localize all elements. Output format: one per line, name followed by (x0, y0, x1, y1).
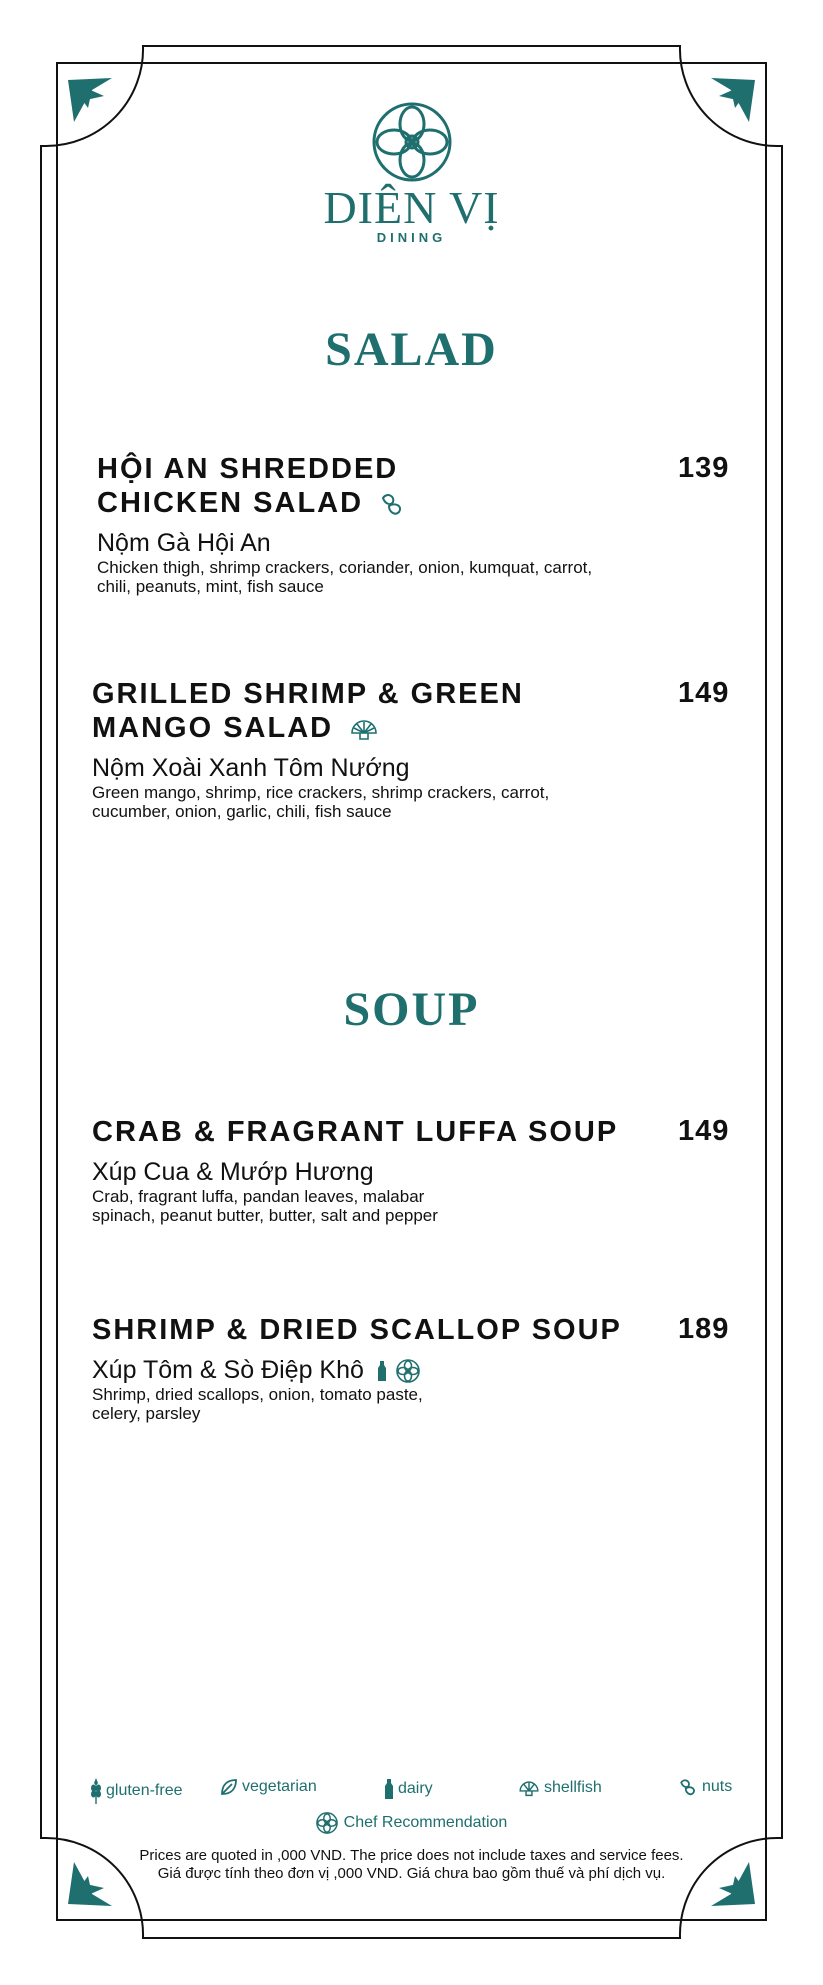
section-title-salad: SALAD (325, 323, 498, 376)
chef-recommendation-icon (396, 1359, 420, 1383)
item-name: CRAB & FRAGRANT LUFFA SOUP (92, 1116, 619, 1148)
legend-shellfish: shellfish (518, 1778, 602, 1798)
item-price: 189 (678, 1313, 730, 1345)
bottle-icon (384, 1778, 394, 1800)
shell-icon (518, 1778, 540, 1798)
legend-gluten-free: gluten-free (90, 1778, 183, 1804)
item-name: SHRIMP & DRIED SCALLOP SOUP (92, 1314, 622, 1346)
nuts-icon (379, 492, 405, 516)
menu-item (92, 1115, 732, 1225)
wheat-icon (90, 1778, 102, 1804)
menu-item (92, 1313, 732, 1423)
legend-nuts: nuts (678, 1778, 732, 1796)
legend-vegetarian: vegetarian (220, 1778, 317, 1796)
item-description: Crab, fragrant luffa, pandan leaves, malabar spinach, peanut butter, butter, salt and pepper (92, 1187, 438, 1225)
item-vietnamese-name: Nộm Gà Hội An (97, 529, 271, 557)
item-vietnamese-name: Xúp Cua & Mướp Hương (92, 1158, 374, 1186)
brand-logo (0, 100, 823, 245)
lotus-logo-icon (370, 100, 454, 184)
legend-chef-recommendation: Chef Recommendation (0, 1812, 823, 1834)
item-description: Green mango, shrimp, rice crackers, shrimp crackers, carrot, cucumber, onion, garlic, chili, fish sauce (92, 783, 550, 821)
item-price: 149 (678, 677, 730, 709)
item-vietnamese-name: Xúp Tôm & Sò Điệp Khô (92, 1355, 732, 1385)
shellfish-icon (349, 717, 379, 741)
price-note-english: Prices are quoted in ,000 VND. The price does not include taxes and service fees. (139, 1847, 684, 1864)
dairy-icon (377, 1360, 387, 1382)
section-title-soup: SOUP (343, 983, 480, 1036)
chef-recommendation-icon (316, 1812, 338, 1834)
item-name: GRILLED SHRIMP & GREEN MANGO SALAD (92, 678, 524, 744)
item-name: HỘI AN SHREDDED CHICKEN SALAD (97, 452, 737, 520)
item-price: 149 (678, 1115, 730, 1147)
item-price: 139 (678, 452, 730, 484)
brand-name: DIÊN VỊ (323, 182, 500, 233)
item-description: Shrimp, dried scallops, onion, tomato paste, celery, parsley (92, 1385, 423, 1423)
legend-dairy: dairy (384, 1778, 433, 1800)
peanut-icon (678, 1778, 698, 1796)
item-description: Chicken thigh, shrimp crackers, coriander, onion, kumquat, carrot, chili, peanuts, mint, fish sauce (97, 558, 593, 596)
menu-item (92, 677, 732, 821)
brand-subtitle: DINING (376, 230, 447, 245)
price-note-vietnamese: Giá được tính theo đơn vị ,000 VND. Giá chưa bao gồm thuế và phí dịch vụ. (157, 1865, 666, 1882)
menu-item (97, 452, 737, 596)
item-vietnamese-name: Nộm Xoài Xanh Tôm Nướng (92, 754, 410, 782)
leaf-icon (220, 1778, 238, 1796)
